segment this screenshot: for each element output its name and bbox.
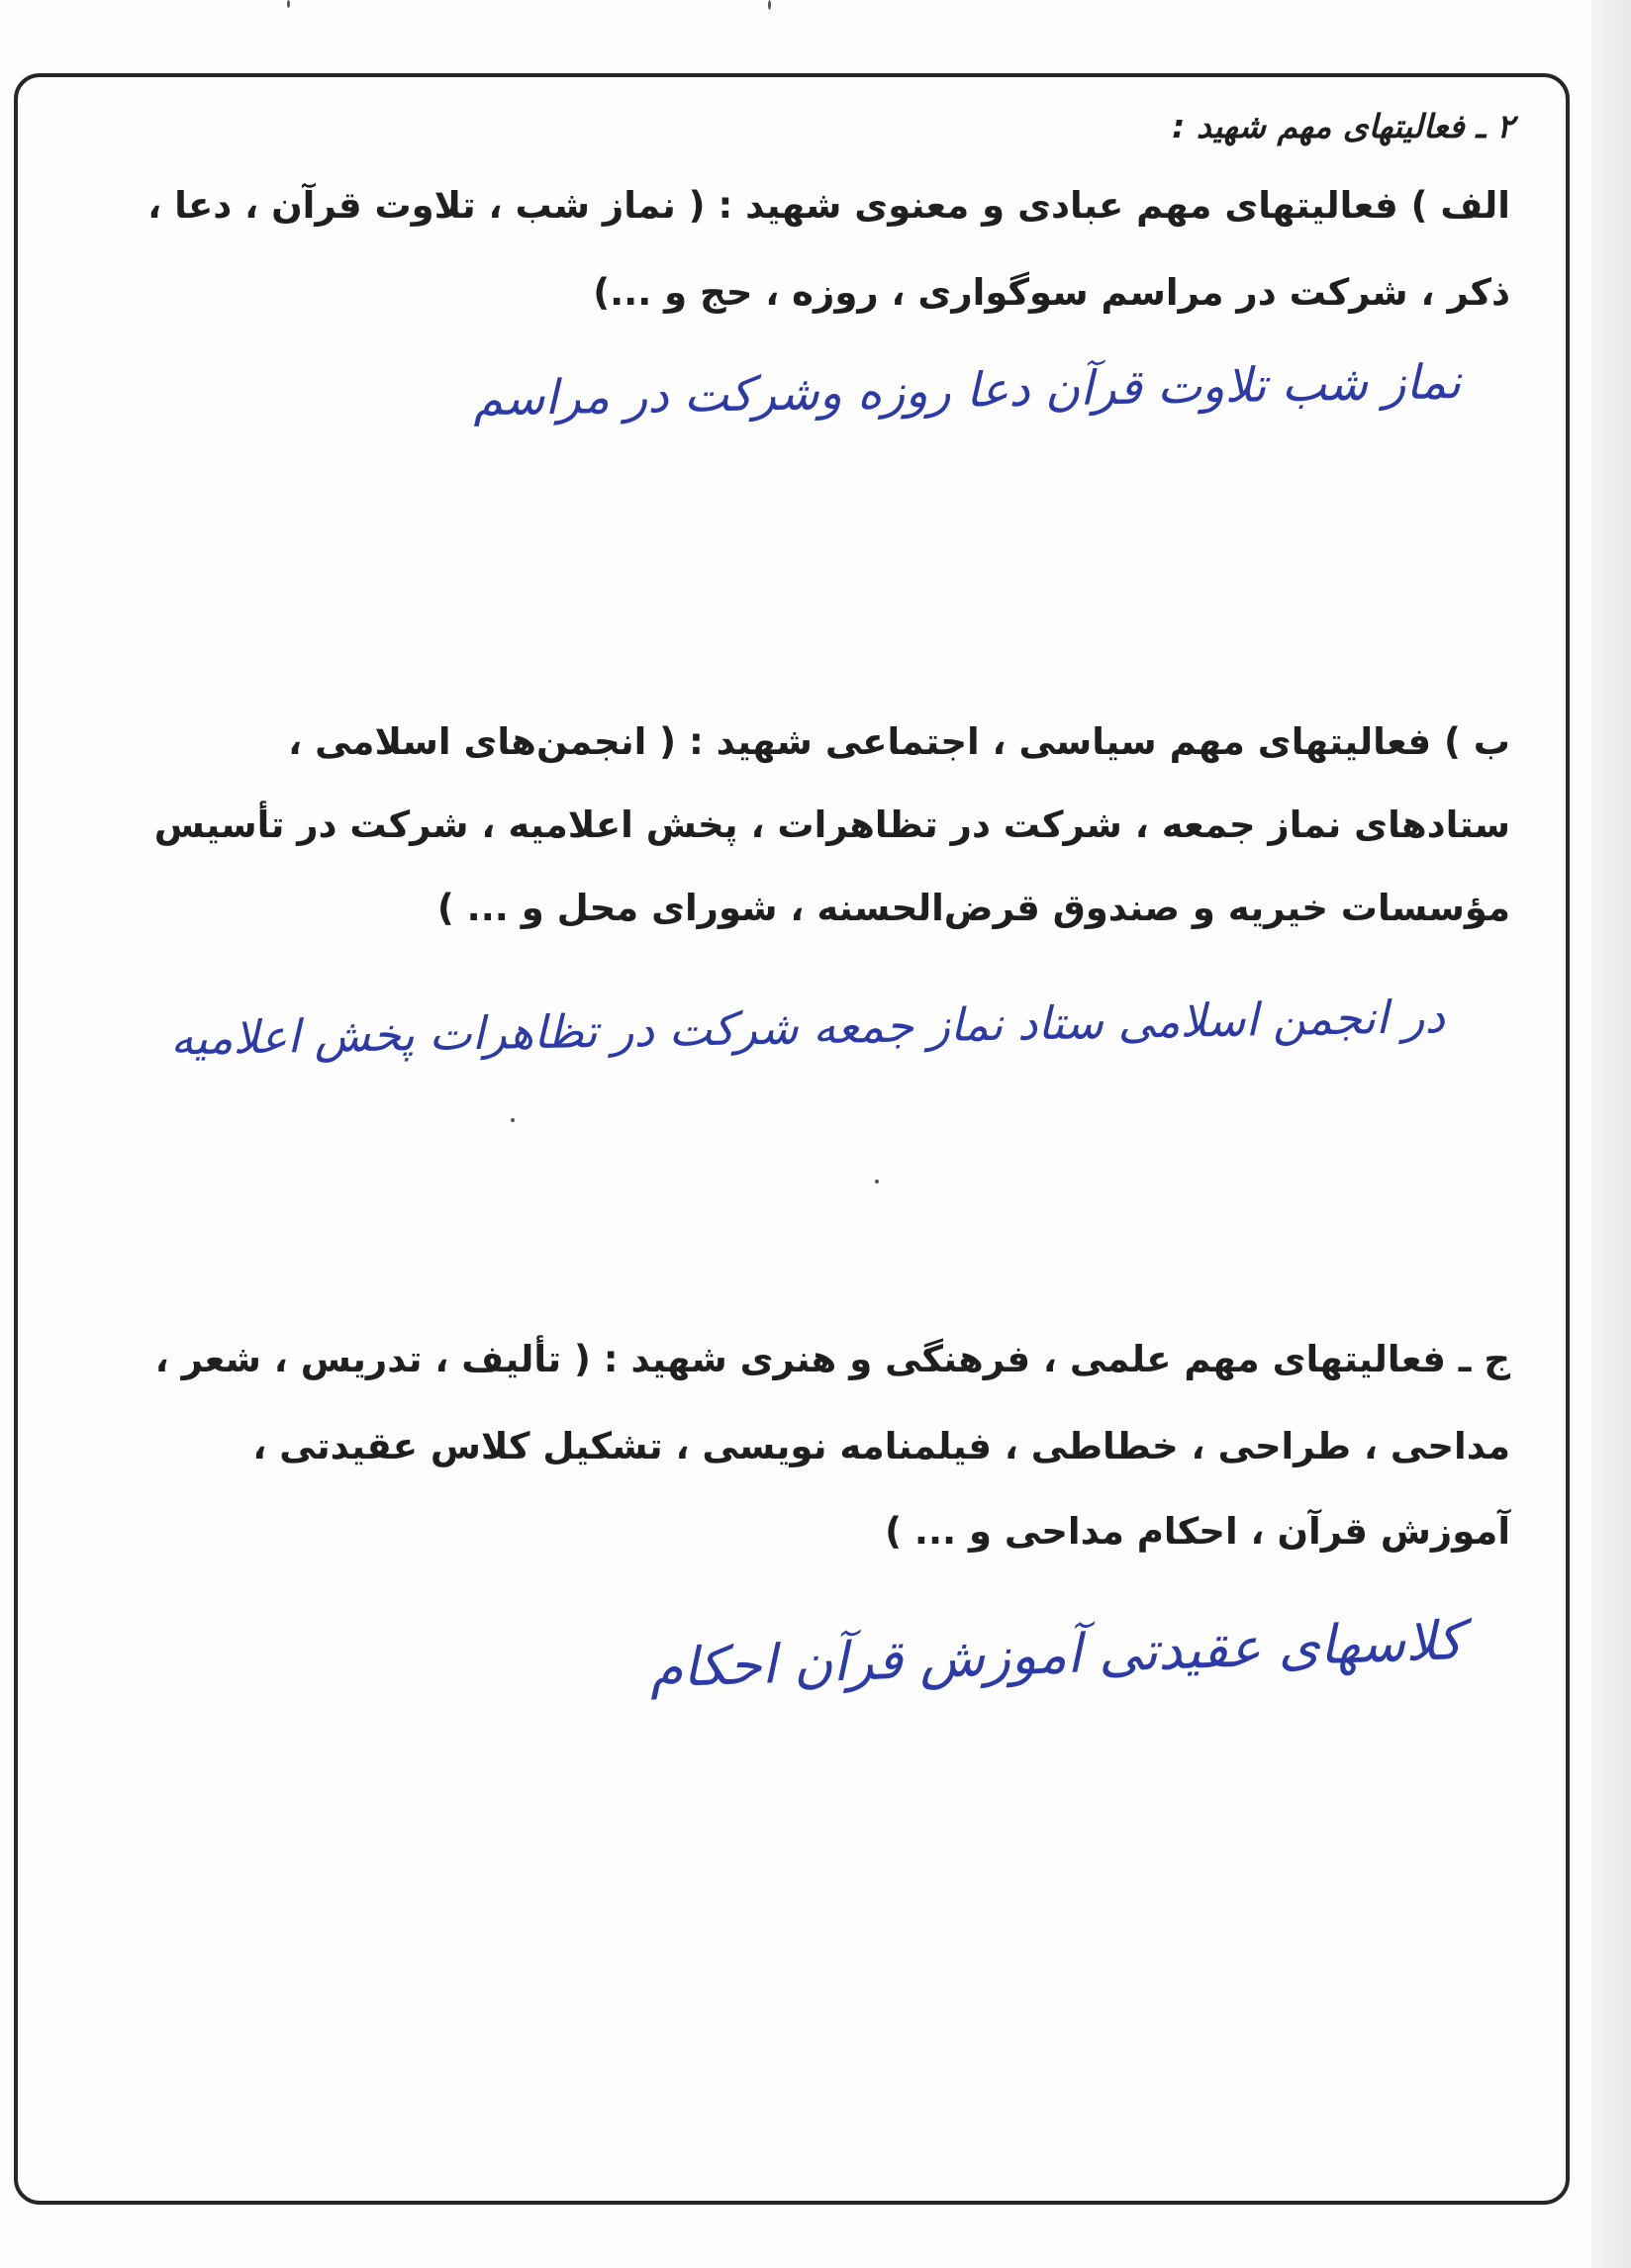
section-a-line-1: الف ) فعالیتهای مهم عبادی و معنوی شهید : ( نماز شب ، تلاوت قرآن ، دعا ،	[147, 184, 1510, 227]
section-c-handwritten-answer: کلاسهای عقیدتی آموزش قرآن احکام	[648, 1609, 1465, 1700]
section-a-handwritten-answer: نماز شب تلاوت قرآن دعا روزه وشرکت در مراسم	[472, 354, 1462, 427]
section-b-line-1: ب ) فعالیتهای مهم سیاسی ، اجتماعی شهید : ( انجمن‌های اسلامی ،	[288, 720, 1510, 763]
scan-speck	[875, 1180, 879, 1183]
section-a-line-2: ذکر ، شرکت در مراسم سوگواری ، روزه ، حج و ...)	[593, 271, 1510, 314]
section-c-line-3: آموزش قرآن ، احکام مداحی و ... )	[885, 1510, 1510, 1553]
section-c-line-2: مداحی ، طراحی ، خطاطی ، فیلمنامه نویسی ، تشکیل کلاس عقیدتی ،	[252, 1425, 1510, 1467]
scan-edge-shadow	[1591, 0, 1631, 2268]
section-b-handwritten-answer: در انجمن اسلامی ستاد نماز جمعه شرکت در تظاهرات پخش اعلامیه	[169, 990, 1446, 1066]
section-c-line-1: ج ـ فعالیتهای مهم علمی ، فرهنگی و هنری شهید : ( تألیف ، تدریس ، شعر ،	[154, 1338, 1510, 1380]
page-heading: ۲ ـ فعالیتهای مهم شهید :	[1172, 107, 1514, 145]
scan-speck	[287, 0, 290, 8]
section-b-line-3: مؤسسات خیریه و صندوق قرض‌الحسنه ، شورای محل و ... )	[436, 887, 1510, 929]
scan-speck	[768, 0, 771, 10]
scan-speck	[511, 1118, 515, 1122]
section-b-line-2: ستادهای نماز جمعه ، شرکت در تظاهرات ، پخش اعلامیه ، شرکت در تأسیس	[153, 803, 1510, 846]
